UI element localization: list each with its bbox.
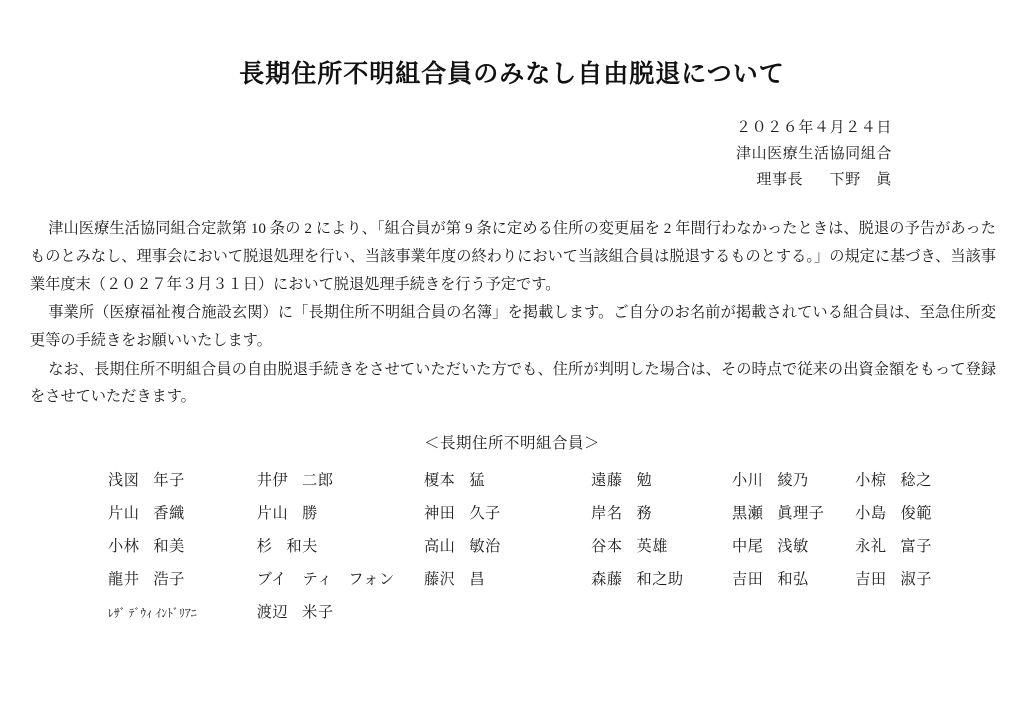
paragraph-3: なお、長期住所不明組合員の自由脱退手続きをさせていただいた方でも、住所が判明した場合は、その時点で従来の出資金額をもって登録をさせていただきます。 bbox=[30, 360, 996, 406]
issue-date: ２０２６年４月２４日 bbox=[735, 120, 892, 136]
name-given: 淑子 bbox=[900, 570, 932, 588]
name-surname: 杉 bbox=[256, 537, 273, 555]
name-given: 和弘 bbox=[777, 570, 809, 588]
name-cell bbox=[257, 562, 424, 595]
name-given: 俊範 bbox=[900, 504, 932, 522]
name-given: 富子 bbox=[900, 537, 932, 555]
name-surname: 高山 bbox=[423, 537, 456, 555]
name-surname: 岸名 bbox=[591, 504, 623, 522]
name-cell bbox=[591, 463, 732, 496]
table-row bbox=[72, 463, 952, 496]
name-surname: 浅図 bbox=[108, 471, 140, 489]
name-given: 稔之 bbox=[900, 471, 932, 489]
table-row bbox=[72, 595, 952, 628]
name-given: 和夫 bbox=[286, 537, 318, 555]
name-surname: 永礼 bbox=[855, 537, 887, 555]
name-cell bbox=[257, 529, 424, 562]
name-cell bbox=[855, 496, 952, 529]
table-row bbox=[72, 496, 952, 529]
name-cell bbox=[72, 463, 257, 496]
name-given: 米子 bbox=[302, 603, 334, 621]
document-header bbox=[0, 116, 1024, 193]
name-surname: 黒瀬 bbox=[731, 504, 764, 522]
name-cell-empty bbox=[732, 595, 855, 628]
document-body bbox=[0, 215, 1024, 411]
name-cell bbox=[591, 562, 732, 595]
name-cell bbox=[732, 496, 855, 529]
name-surname: 龍井 bbox=[108, 570, 140, 588]
name-given: 英雄 bbox=[636, 537, 668, 555]
name-given: 二郎 bbox=[302, 471, 334, 489]
name-given: 勝 bbox=[302, 504, 318, 522]
name-surname: 吉田 bbox=[731, 570, 764, 588]
paragraph-1: 津山医療生活協同組合定款第 10 条の 2 により、「組合員が第 9 条に定める住所の変更届を 2 年間行わなかったときは、脱退の予告があったものとみなし、理事会において脱退処理を行い、当該事業年度の終わりにおいて当該組合員は脱退するものとする。」の規定に基づき、当該事業年度末（２０２７年３月３１日）において脱退処理手続きを行う予定です。 bbox=[30, 220, 996, 293]
name-given: 綾乃 bbox=[777, 471, 809, 489]
name-cell bbox=[424, 463, 591, 496]
name-given: 香織 bbox=[153, 504, 185, 522]
paragraph-2: 事業所（医療福祉複合施設玄関）に「長期住所不明組合員の名簿」を掲載します。ご自分のお名前が掲載されている組合員は、至急住所変更等の手続きをお願いいたします。 bbox=[30, 304, 996, 350]
name-surname: 森藤 bbox=[591, 570, 623, 588]
name-cell bbox=[424, 496, 591, 529]
name-given: 年子 bbox=[153, 471, 185, 489]
signatory-title: 理事長 bbox=[756, 171, 804, 188]
name-cell bbox=[855, 562, 952, 595]
name-cell bbox=[257, 463, 424, 496]
name-given: 務 bbox=[636, 504, 653, 522]
page-title: 長期住所不明組合員のみなし自由脱退について bbox=[239, 61, 785, 88]
name-cell bbox=[591, 496, 732, 529]
name-surname: 片山 bbox=[108, 504, 140, 522]
name-surname: 小椋 bbox=[855, 471, 887, 489]
name-surname: 小川 bbox=[731, 471, 764, 489]
name-cell bbox=[72, 562, 257, 595]
name-surname: 遠藤 bbox=[591, 471, 623, 489]
name-surname: 榎本 bbox=[423, 471, 456, 489]
organization-name: 津山医療生活協同組合 bbox=[735, 145, 892, 162]
name-cell bbox=[855, 529, 952, 562]
name-given: 浅敏 bbox=[777, 537, 809, 555]
name-cell bbox=[424, 562, 591, 595]
name-surname: ブイ ティ フォン bbox=[256, 570, 395, 588]
name-cell bbox=[591, 529, 732, 562]
name-surname: 小林 bbox=[108, 537, 140, 555]
name-surname: ﾚｻﾞ ﾃﾞｳｨ ｲﾝﾄﾞﾘｱﾆ bbox=[108, 607, 197, 620]
name-surname: 小島 bbox=[855, 504, 887, 522]
name-given: 昌 bbox=[469, 570, 486, 588]
name-given: 和美 bbox=[153, 537, 185, 555]
name-given: 敏治 bbox=[469, 537, 501, 555]
name-surname: 井伊 bbox=[256, 471, 289, 489]
name-given: 眞理子 bbox=[777, 504, 825, 522]
signatory bbox=[0, 168, 892, 194]
table-row bbox=[72, 562, 952, 595]
name-cell bbox=[257, 595, 424, 628]
name-surname: 中尾 bbox=[731, 537, 764, 555]
name-list-heading: ＜長期住所不明組合員＞ bbox=[423, 434, 600, 452]
table-row bbox=[72, 529, 952, 562]
name-given: 勉 bbox=[636, 471, 653, 489]
signatory-name: 下野 眞 bbox=[829, 171, 892, 188]
name-cell-empty bbox=[855, 595, 952, 628]
name-list-table bbox=[72, 463, 952, 628]
name-cell bbox=[732, 529, 855, 562]
name-cell-empty bbox=[424, 595, 591, 628]
name-surname: 渡辺 bbox=[256, 603, 289, 621]
name-surname: 片山 bbox=[256, 504, 289, 522]
name-surname: 神田 bbox=[423, 504, 456, 522]
name-given: 久子 bbox=[469, 504, 501, 522]
name-given: 猛 bbox=[469, 471, 486, 489]
name-cell bbox=[855, 463, 952, 496]
name-given: 和之助 bbox=[636, 570, 684, 588]
name-cell bbox=[72, 529, 257, 562]
name-cell bbox=[424, 529, 591, 562]
name-given: 浩子 bbox=[153, 570, 185, 588]
name-cell bbox=[72, 595, 257, 628]
name-cell-empty bbox=[591, 595, 732, 628]
name-cell bbox=[257, 496, 424, 529]
name-surname: 谷本 bbox=[591, 537, 623, 555]
name-cell bbox=[732, 463, 855, 496]
name-cell bbox=[732, 562, 855, 595]
name-surname: 吉田 bbox=[855, 570, 887, 588]
name-surname: 藤沢 bbox=[423, 570, 456, 588]
name-cell bbox=[72, 496, 257, 529]
